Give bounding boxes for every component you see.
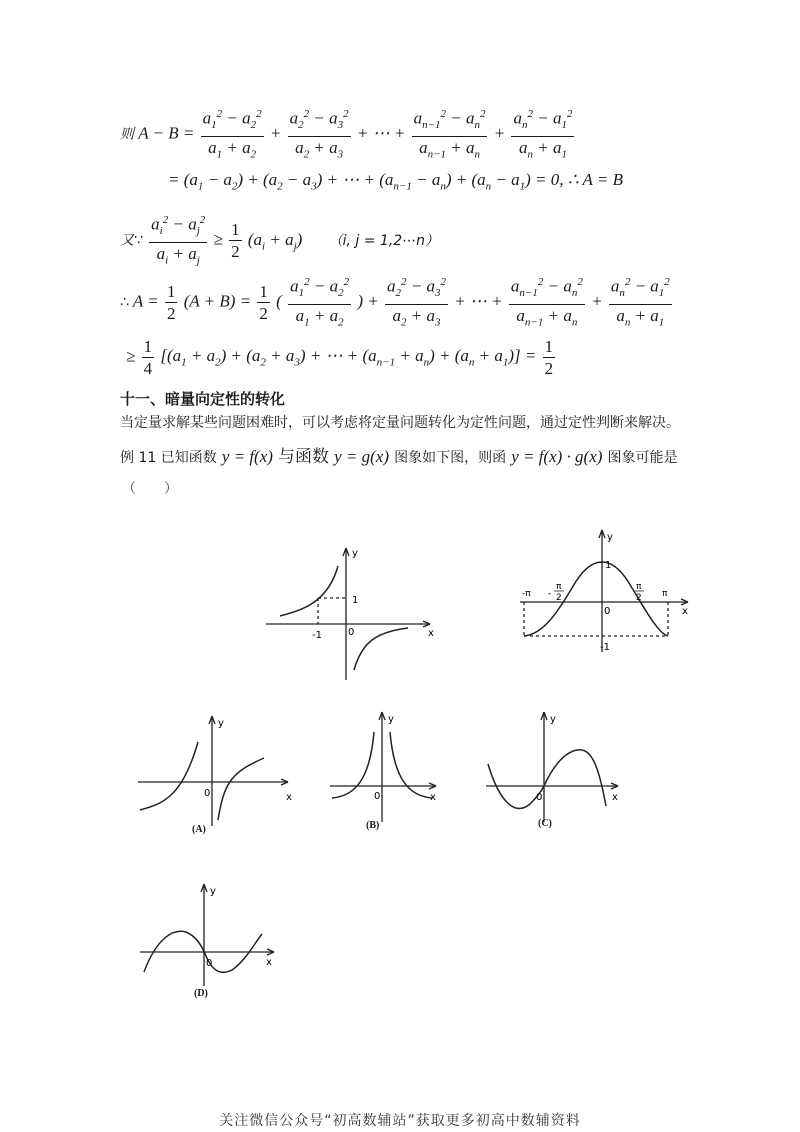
option-d-label[interactable]: (D) <box>194 988 208 999</box>
option-a-graph <box>132 712 298 842</box>
graph-f-axis-x: x <box>428 628 434 639</box>
proof-line-1: 则 A − B = $\frac{a_1^2 - a_2^2}{a_1 + a_2}$ + $\frac{a_2^2 - a_3^2}{a_2 + a_3}$ + ⋯ + $\frac{a_{n-1}^2 - a_n^2}{a_{n-1} + a_n}$ + $\frac{a_n^2 - a_1^2}{a_n + a_1}$ <box>120 104 576 165</box>
option-d-graph <box>136 880 282 990</box>
answer-blank: （ ） <box>122 481 178 497</box>
graph-g-origin: 0 <box>604 606 611 617</box>
fraction: $\frac{1}{2}$ <box>259 282 268 324</box>
graph-g-axis-x: x <box>682 606 688 617</box>
option-c-label[interactable]: (C) <box>538 818 552 829</box>
wave-curve <box>488 750 606 809</box>
fraction: $\frac{1}{4}$ <box>143 337 153 378</box>
proof-line-5: ≥ $\frac{1}{4}$ [$(a_1 + a_2) + (a_2 + a_3)$ + ⋯ + $(a_{n-1} + a_n) + (a_n + a_1)$] = $\frac{1}{2}$ <box>126 337 554 378</box>
proof-line-4-prefix: ∴ <box>120 294 129 311</box>
graph-g-neg-pi: -π <box>522 589 531 599</box>
fraction: $\frac{a_2^2 - a_3^2}{a_2 + a_3}$ <box>385 272 448 333</box>
option-c-graph <box>482 708 628 826</box>
fraction: $\frac{a_i^2 - a_j^2}{a_i + a_j}$ <box>149 210 207 271</box>
curve-left-branch <box>140 742 198 810</box>
fraction: $\frac{a_1^2 - a_2^2}{a_1 + a_2}$ <box>288 272 351 333</box>
option-a-label[interactable]: (A) <box>192 824 206 835</box>
fraction: $\frac{a_1^2 - a_2^2}{a_1 + a_2}$ <box>201 104 264 165</box>
graph-f-origin: 0 <box>348 627 355 638</box>
fraction: $\frac{a_n^2 - a_1^2}{a_n + a_1}$ <box>511 104 574 165</box>
option-d-origin: 0 <box>206 958 213 969</box>
example-part2: 与函数 <box>278 447 330 467</box>
fraction: $\frac{a_{n-1}^2 - a_n^2}{a_{n-1} + a_n}$ <box>412 104 488 165</box>
fraction: $\frac{a_n^2 - a_1^2}{a_n + a_1}$ <box>609 272 672 333</box>
option-c-axis-y: y <box>550 714 556 725</box>
graph-f <box>258 542 444 684</box>
cosine-curve <box>524 562 668 636</box>
fraction: $\frac{1}{2}$ <box>166 282 176 324</box>
proof-line-3: 又∵ $\frac{a_i^2 - a_j^2}{a_i + a_j}$ ≥ $\frac{1}{2}$ $(a_i + a_j)$ （i, j = 1,2⋯n） <box>120 210 439 271</box>
proof-line-3-prefix: 又∵ <box>120 232 143 249</box>
section-title: 十一、暗量向定性的转化 <box>120 390 286 408</box>
option-b-axis-x: x <box>430 792 436 803</box>
option-b-label[interactable]: (B) <box>366 820 380 831</box>
proof-line-4: ∴ A = $\frac{1}{2}$ (A + B) = $\frac{1}{2}$ ( $\frac{a_1^2 - a_2^2}{a_1 + a_2}$ ) + $\frac{a_2^2 - a_3^2}{a_2 + a_3}$ + ⋯ + $\frac{a_{n-1}^2 - a_n^2}{a_{n-1} + a_n}$ + $\frac{a_n^2 - a_1^2}{a_n + a_1}$ <box>120 272 674 333</box>
graph-g-half-pi-den: 2 <box>636 593 642 603</box>
curve-left-branch <box>280 566 338 616</box>
footer-promo: 关注微信公众号“初高数辅站”获取更多初高中数辅资料 <box>219 1113 581 1129</box>
fraction: $\frac{1}{2}$ <box>544 337 554 378</box>
graph-g-top-one: 1 <box>605 560 612 571</box>
option-d-axis-x: x <box>266 957 272 968</box>
graph-f-tick-neg-one: -1 <box>312 630 322 641</box>
option-b-origin: 0 <box>374 791 381 802</box>
fraction: $\frac{a_2^2 - a_3^2}{a_2 + a_3}$ <box>288 104 351 165</box>
example-part4: 图象可能是 <box>607 450 678 466</box>
graph-f-tick-one: 1 <box>352 595 359 606</box>
graph-g <box>516 526 696 658</box>
option-b-graph <box>326 708 442 828</box>
fraction: $\frac{1}{2}$ <box>231 220 240 262</box>
option-a-axis-y: y <box>218 718 224 729</box>
proof-line-3-range: （i, j = 1,2⋯n） <box>328 232 440 249</box>
curve-right-branch <box>390 732 432 798</box>
proof-line-1-prefix: 则 <box>120 126 134 143</box>
example-question: 例 11 已知函数 y = f(x) 与函数 y = g(x) 图象如下图，则函 y = f(x) · g(x) 图象可能是 <box>120 447 678 467</box>
fraction: $\frac{a_{n-1}^2 - a_n^2}{a_{n-1} + a_n}$ <box>509 272 585 333</box>
graph-g-pi: π <box>662 589 668 599</box>
option-c-origin: 0 <box>536 792 543 803</box>
example-label: 例 11 已知函数 <box>120 450 217 466</box>
option-d-axis-y: y <box>210 886 216 897</box>
curve-right-branch <box>218 758 264 820</box>
proof-line-2: = $(a_1 - a_2) + (a_2 - a_3)$ + ⋯ + $(a_{n-1} - a_n) + (a_n - a_1) = 0$, ∴ A = B <box>168 170 623 193</box>
option-a-origin: 0 <box>204 788 211 799</box>
graph-g-bottom-neg-one: -1 <box>600 642 610 653</box>
graph-g-neg-half-pi-den: 2 <box>556 593 562 603</box>
section-intro: 当定量求解某些问题困难时，可以考虑将定量问题转化为定性问题，通过定性判断来解决。 <box>120 415 680 431</box>
neg-half-pi-sign: - <box>548 589 552 599</box>
graph-f-axis-y: y <box>352 548 358 559</box>
option-c-axis-x: x <box>612 792 618 803</box>
graph-g-neg-half-pi-num: π <box>556 582 562 592</box>
curve-right-branch <box>354 628 408 670</box>
graph-g-half-pi-num: π <box>636 582 642 592</box>
graph-g-axis-y: y <box>607 532 613 543</box>
curve-left-branch <box>332 732 374 798</box>
option-a-axis-x: x <box>286 792 292 803</box>
example-part3: 图象如下图，则函 <box>394 450 507 466</box>
option-b-axis-y: y <box>388 714 394 725</box>
